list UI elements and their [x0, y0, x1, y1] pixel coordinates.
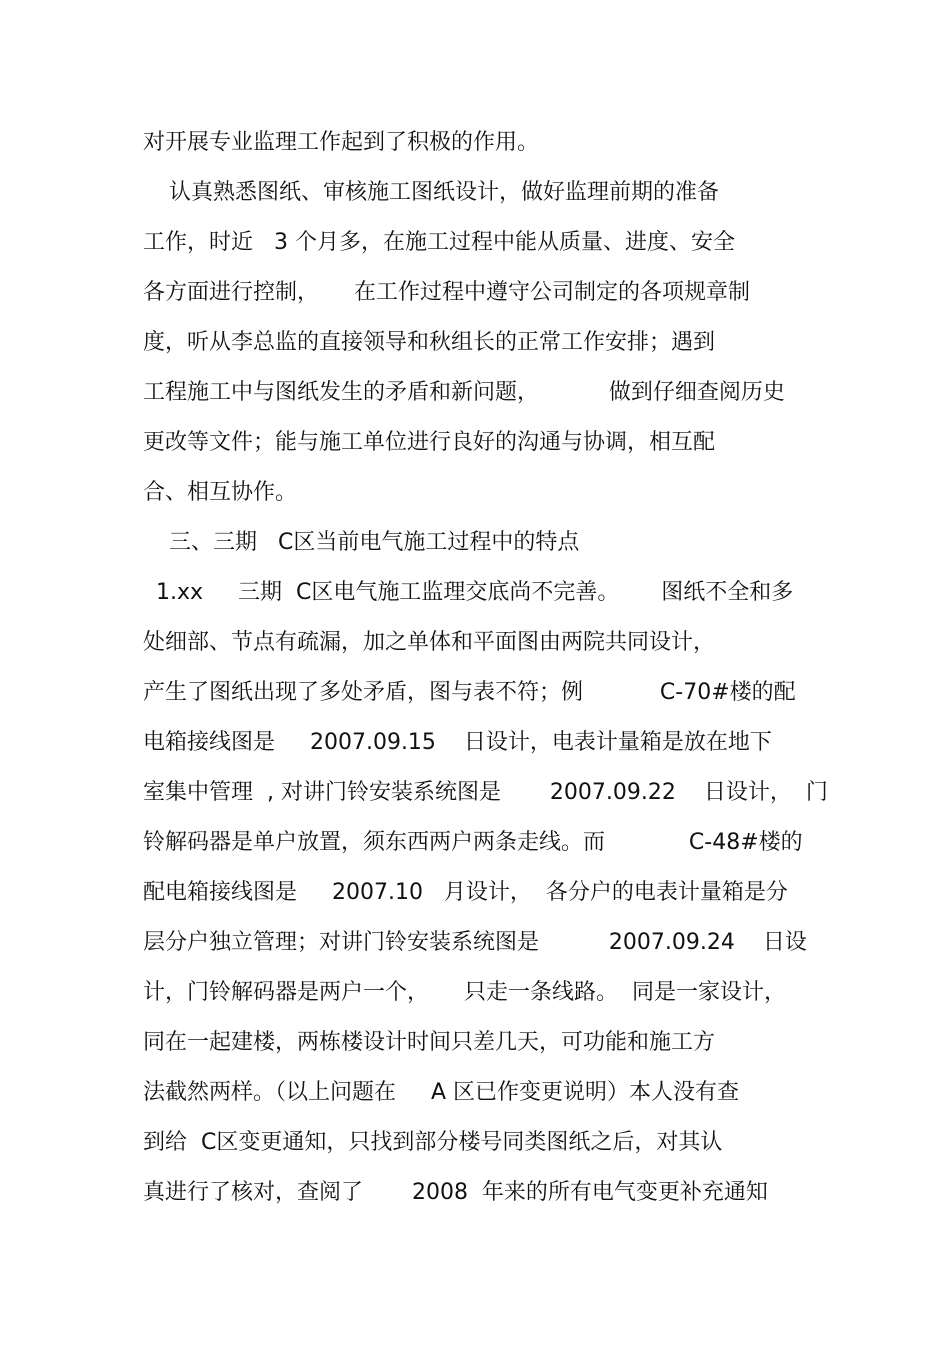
- paragraph-line: 计，门铃解码器是两户一个， 只走一条线路。 同是一家设计，: [143, 980, 786, 1005]
- section-heading: 三、三期 C区当前电气施工过程中的特点: [169, 530, 580, 555]
- paragraph-line: 认真熟悉图纸、审核施工图纸设计，做好监理前期的准备: [169, 180, 720, 205]
- paragraph-line: 到给 C区变更通知，只找到部分楼号同类图纸之后，对其认: [143, 1130, 723, 1155]
- paragraph-line: 电箱接线图是 2007.09.15 日设计，电表计量箱是放在地下: [143, 730, 772, 755]
- paragraph-line: 工作，时近 3 个月多，在施工过程中能从质量、进度、安全: [143, 230, 735, 255]
- paragraph-line: 真进行了核对，查阅了 2008 年来的所有电气变更补充通知: [143, 1180, 768, 1205]
- paragraph-line: 室集中管理 , 对讲门铃安装系统图是 2007.09.22 日设计， 门: [143, 780, 828, 805]
- paragraph-line: 更改等文件；能与施工单位进行良好的沟通与协调，相互配: [143, 430, 716, 455]
- paragraph-line: 1.xx 三期 C区电气施工监理交底尚不完善。 图纸不全和多: [156, 580, 794, 605]
- paragraph-line: 合、相互协作。: [143, 480, 298, 505]
- paragraph-line: 层分户独立管理；对讲门铃安装系统图是 2007.09.24 日设: [143, 930, 807, 955]
- paragraph-line: 各方面进行控制， 在工作过程中遵守公司制定的各项规章制: [143, 280, 750, 305]
- paragraph-line: 处细部、节点有疏漏，加之单体和平面图由两院共同设计，: [143, 630, 716, 655]
- paragraph-line: 法截然两样。（以上问题在 A 区已作变更说明）本人没有查: [143, 1080, 740, 1105]
- paragraph-line: 铃解码器是单户放置，须东西两户两条走线。而 C-48#楼的: [143, 830, 803, 855]
- paragraph-line: 同在一起建楼，两栋楼设计时间只差几天，可功能和施工方: [143, 1030, 716, 1055]
- paragraph-line: 对开展专业监理工作起到了积极的作用。: [143, 130, 540, 155]
- paragraph-line: 度，听从李总监的直接领导和秋组长的正常工作安排；遇到: [143, 330, 716, 355]
- paragraph-line: 产生了图纸出现了多处矛盾，图与表不符；例 C-70#楼的配: [143, 680, 796, 705]
- paragraph-line: 工程施工中与图纸发生的矛盾和新问题， 做到仔细查阅历史: [143, 380, 785, 405]
- paragraph-line: 配电箱接线图是 2007.10 月设计， 各分户的电表计量箱是分: [143, 880, 788, 905]
